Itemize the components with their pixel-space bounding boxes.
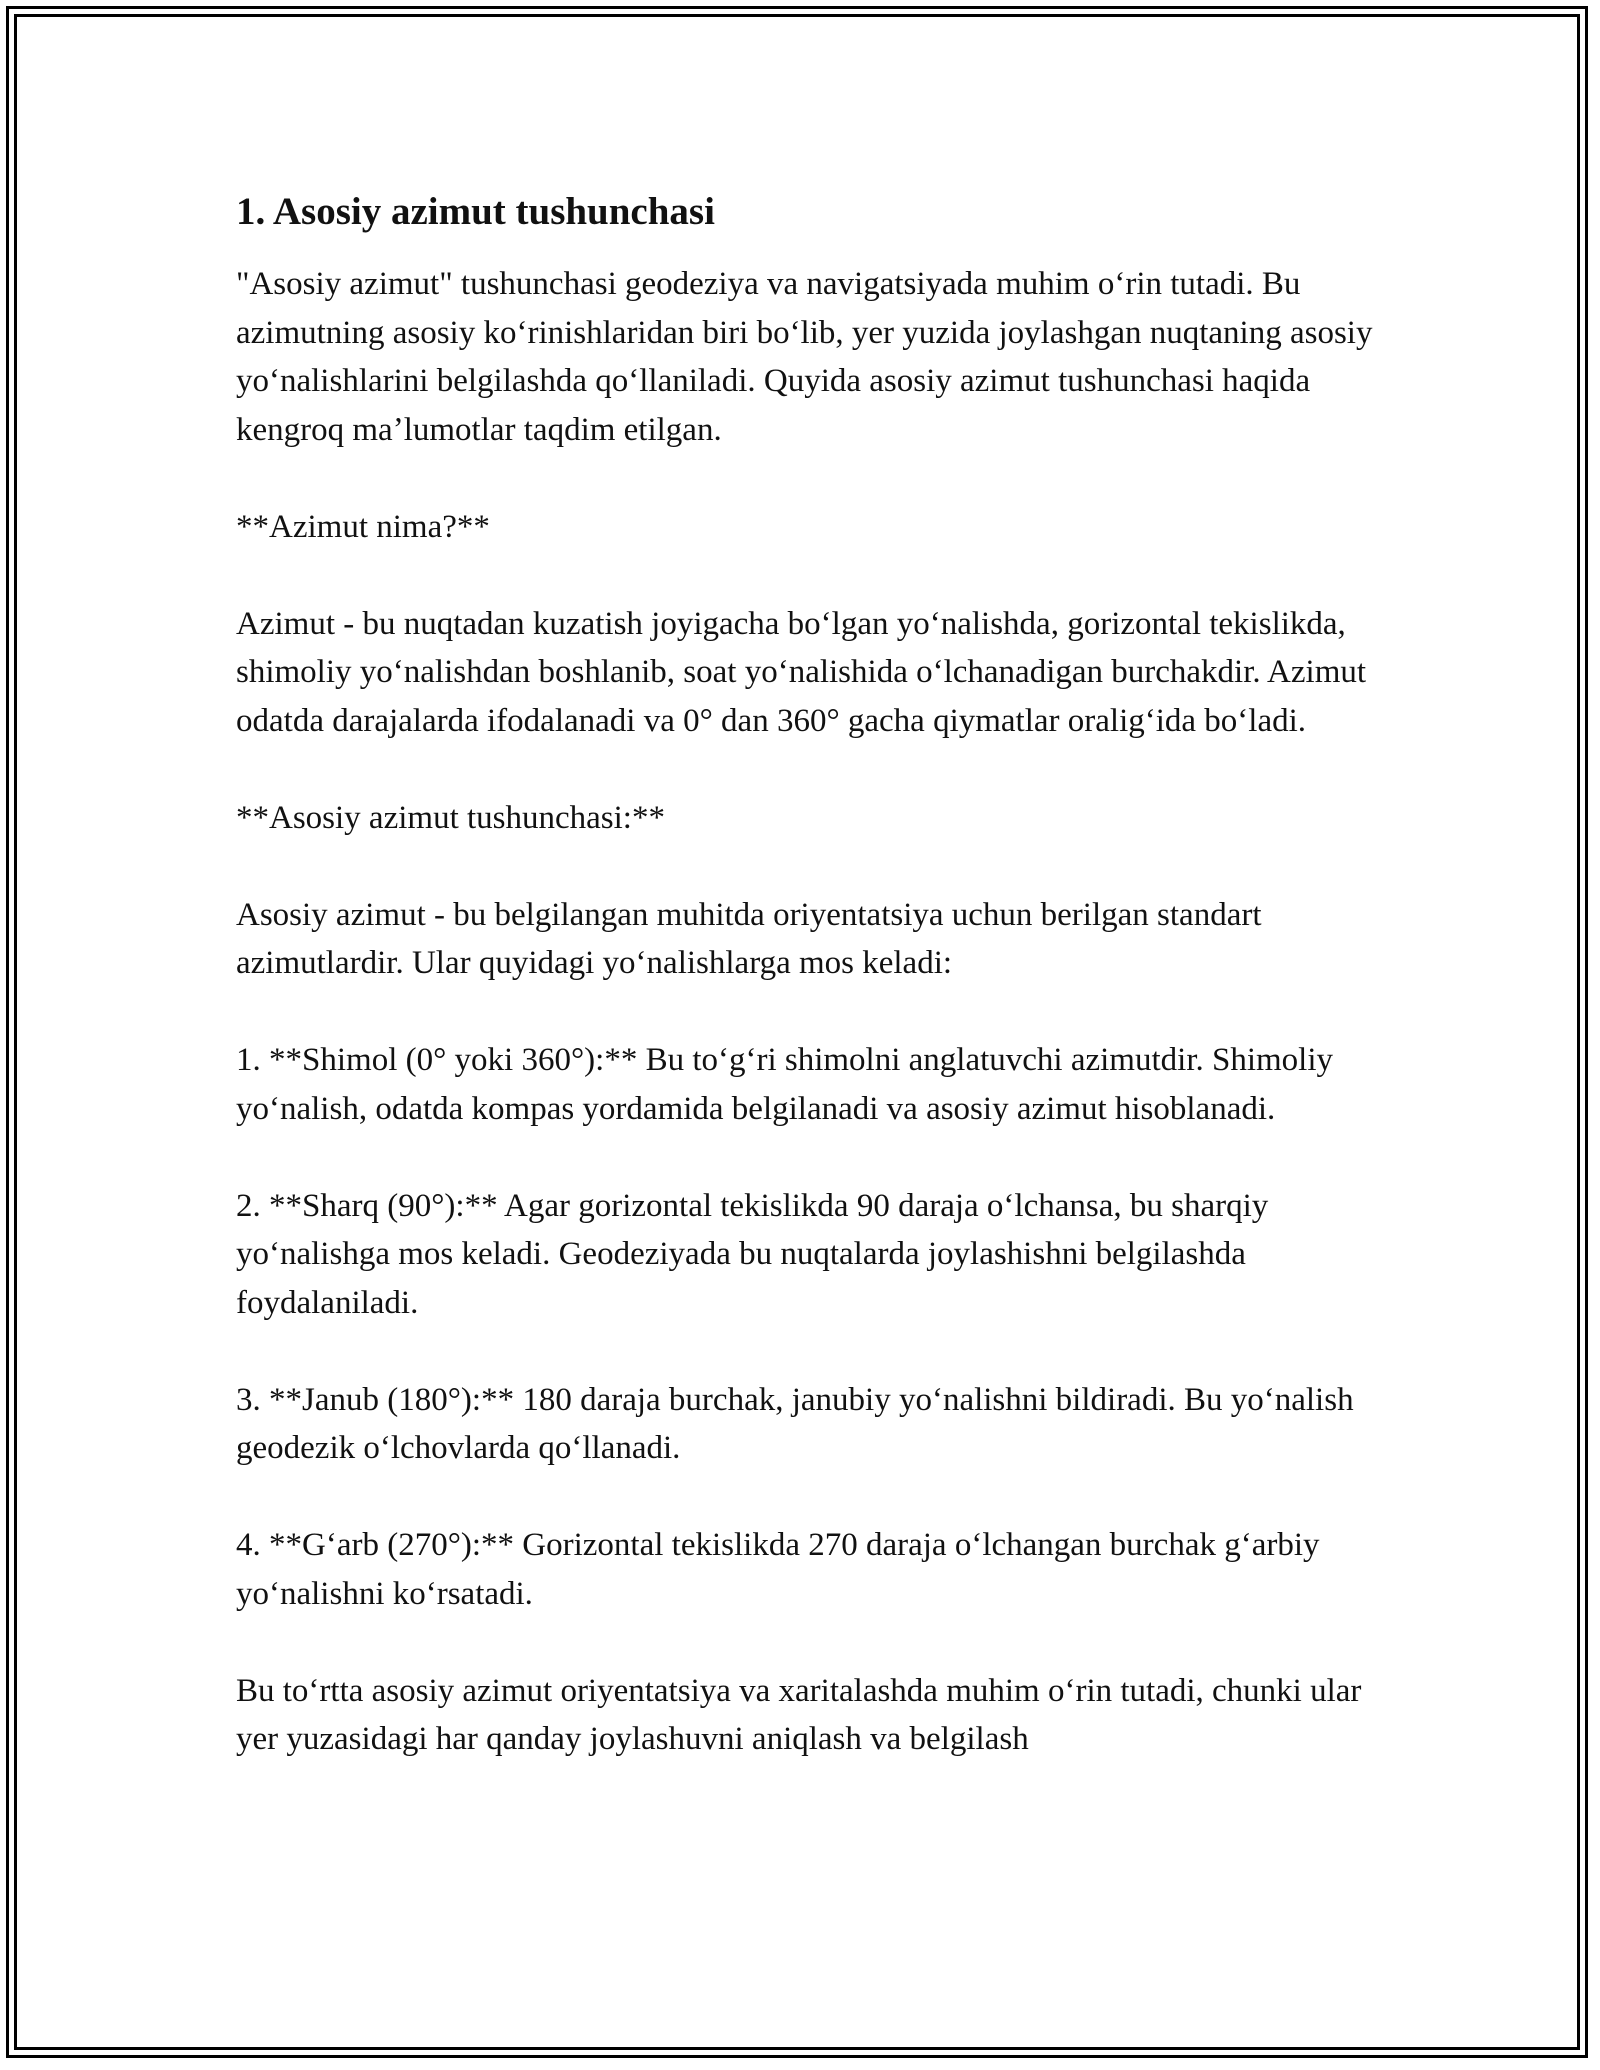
paragraph-asosiy-definition: Asosiy azimut - bu belgilangan muhitda oriyentatsiya uchun berilgan standart azimutlardir. Ular quyidagi yoʻnalishlarga mos keladi: (236, 896, 1262, 981)
paragraph-heading-asosiy: **Asosiy azimut tushunchasi:** (236, 799, 665, 836)
document-body (236, 188, 1396, 1812)
list-item-shimol: 1. **Shimol (0° yoki 360°):** Bu toʻgʻri shimolni anglatuvchi azimutdir. Shimoliy yoʻnalish, odatda kompas yordamida belgilanadi va asosiy azimut hisoblanadi. (236, 1042, 1334, 1127)
paragraph-heading-azimut: **Azimut nima?** (236, 508, 490, 545)
list-item-garb: 4. **Gʻarb (270°):** Gorizontal tekislikda 270 daraja oʻlchangan burchak gʻarbiy yoʻnalishni koʻrsatadi. (236, 1527, 1320, 1612)
list-item-janub: 3. **Janub (180°):** 180 daraja burchak, janubiy yoʻnalishni bildiradi. Bu yoʻnalish geodezik oʻlchovlarda qoʻllanadi. (236, 1381, 1354, 1466)
section-title: 1. Asosiy azimut tushunchasi (236, 190, 715, 233)
list-item-sharq: 2. **Sharq (90°):** Agar gorizontal tekislikda 90 daraja oʻlchansa, bu sharqiy yoʻnalishga mos keladi. Geodeziyada bu nuqtalarda joylashishni belgilashda foydalaniladi. (236, 1187, 1269, 1321)
paragraph-intro: "Asosiy azimut" tushunchasi geodeziya va navigatsiyada muhim oʻrin tutadi. Bu azimutning asosiy koʻrinishlaridan biri boʻlib, yer yuzida joylashgan nuqtaning asosiy yoʻnalishlarini belgilashda qoʻllaniladi. Quyida asosiy azimut tushunchasi haqida kengroq maʼlumotlar taqdim etilgan. (236, 266, 1373, 448)
paragraph-azimut-definition: Azimut - bu nuqtadan kuzatish joyigacha boʻlgan yoʻnalishda, gorizontal tekislikda, shimoliy yoʻnalishdan boshlanib, soat yoʻnalishida oʻlchanadigan burchakdir. Azimut odatda darajalarda ifodalanadi va 0° dan 360° gacha qiymatlar oraligʻida boʻladi. (236, 605, 1367, 739)
paragraph-conclusion: Bu toʻrtta asosiy azimut oriyentatsiya va xaritalashda muhim oʻrin tutadi, chunki ular yer yuzasidagi har qanday joylashuvni aniqlash va belgilash (236, 1672, 1362, 1757)
